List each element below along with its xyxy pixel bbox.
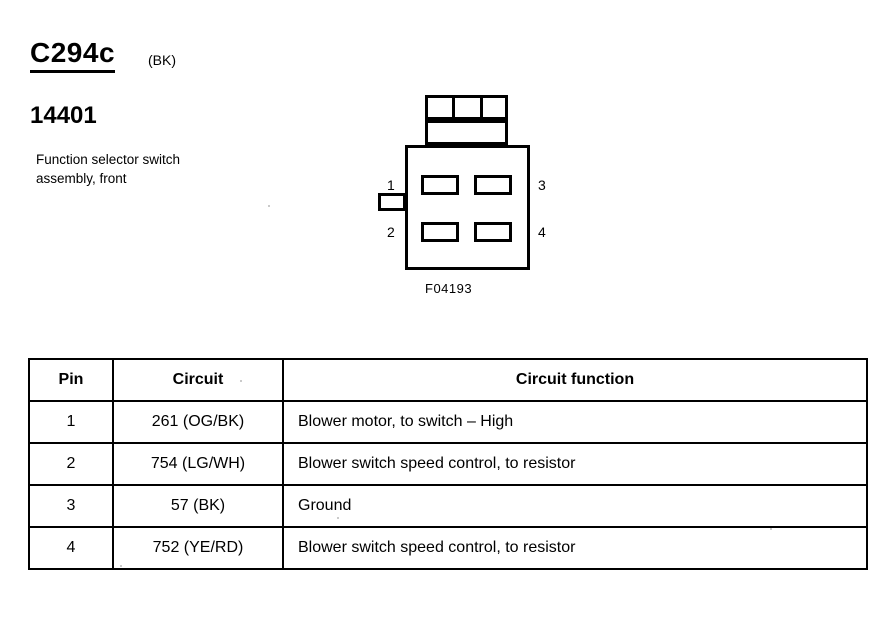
cell-circuit: 261 (OG/BK) [113, 401, 283, 443]
connector-cavity-4 [474, 222, 512, 242]
connector-diagram [370, 85, 570, 300]
connector-top-band [425, 120, 508, 145]
connector-cavity-2 [421, 222, 459, 242]
cell-circuit-function: Blower switch speed control, to resistor [283, 443, 867, 485]
cell-pin: 1 [29, 401, 113, 443]
pin-label-3: 3 [538, 177, 546, 193]
cell-circuit-function: Blower motor, to switch – High [283, 401, 867, 443]
connector-top-tab [425, 95, 508, 120]
part-number: 14401 [30, 102, 97, 129]
connector-left-tab [378, 193, 406, 211]
cell-circuit: 57 (BK) [113, 485, 283, 527]
cell-circuit-function: Ground [283, 485, 867, 527]
cell-pin: 3 [29, 485, 113, 527]
cell-circuit: 752 (YE/RD) [113, 527, 283, 569]
pin-label-4: 4 [538, 224, 546, 240]
column-header-circuit-function: Circuit function [283, 359, 867, 401]
connector-id-title: C294c [30, 38, 115, 73]
table-row [29, 443, 867, 485]
column-header-pin: Pin [29, 359, 113, 401]
cell-pin: 4 [29, 527, 113, 569]
table-row [29, 527, 867, 569]
pin-function-table [28, 358, 868, 570]
connector-top-tab-divider-right [480, 95, 483, 120]
table-row [29, 485, 867, 527]
table-header-row [29, 359, 867, 401]
connector-cavity-1 [421, 175, 459, 195]
figure-id-label: F04193 [425, 281, 473, 296]
table-row [29, 401, 867, 443]
cell-pin: 2 [29, 443, 113, 485]
cell-circuit-function: Blower switch speed control, to resistor [283, 527, 867, 569]
component-description: Function selector switch assembly, front [36, 152, 181, 186]
pin-label-2: 2 [387, 224, 395, 240]
scan-speckle [268, 205, 270, 207]
connector-cavity-3 [474, 175, 512, 195]
connector-body [405, 145, 530, 270]
column-header-circuit: Circuit [113, 359, 283, 401]
cell-circuit: 754 (LG/WH) [113, 443, 283, 485]
connector-color-code: (BK) [148, 52, 176, 68]
connector-top-tab-divider-left [452, 95, 455, 120]
pin-label-1: 1 [387, 177, 395, 193]
